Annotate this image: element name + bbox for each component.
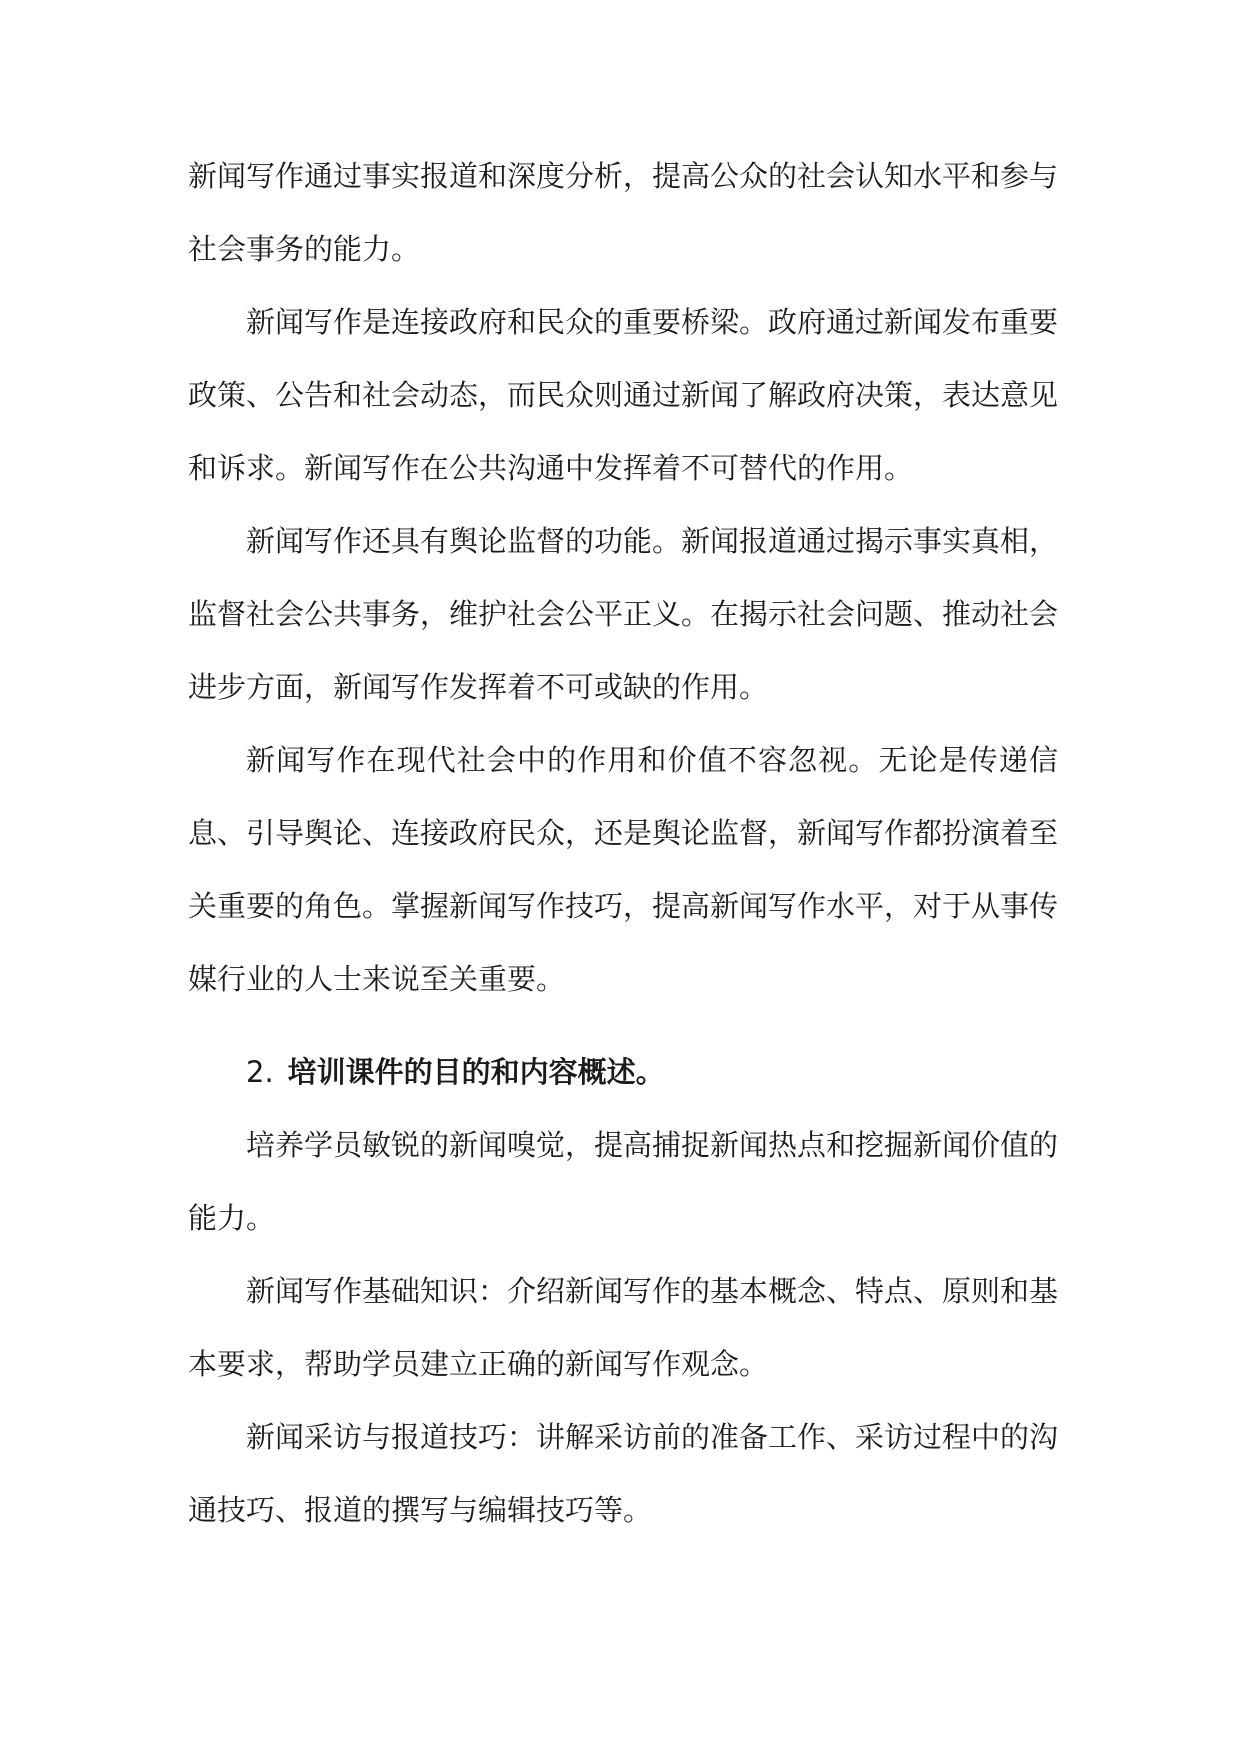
- paragraph: 新闻写作在现代社会中的作用和价值不容忽视。无论是传递信息、引导舆论、连接政府民众，还是舆论监督，新闻写作都扮演着至关重要的角色。掌握新闻写作技巧，提高新闻写作水平，对于从事传媒行业的人士来说至关重要。: [188, 743, 1059, 996]
- paragraph: 新闻写作基础知识：介绍新闻写作的基本概念、特点、原则和基本要求，帮助学员建立正确的新闻写作观念。: [188, 1274, 1059, 1381]
- paragraph-continuation: 新闻写作通过事实报道和深度分析，提高公众的社会认知水平和参与社会事务的能力。: [188, 159, 1059, 266]
- paragraph: 新闻写作还具有舆论监督的功能。新闻报道通过揭示事实真相，监督社会公共事务，维护社会公平正义。在揭示社会问题、推动社会进步方面，新闻写作发挥着不可或缺的作用。: [188, 524, 1059, 704]
- section-heading: [188, 1036, 1058, 1109]
- paragraph: 培养学员敏锐的新闻嗅觉，提高捕捉新闻热点和挖掘新闻价值的能力。: [188, 1128, 1059, 1235]
- paragraph: 新闻采访与报道技巧：讲解采访前的准备工作、采访过程中的沟通技巧、报道的撰写与编辑技巧等。: [188, 1420, 1059, 1527]
- section-title: 培训课件的目的和内容概述。: [287, 1055, 665, 1089]
- paragraph: 新闻写作是连接政府和民众的重要桥梁。政府通过新闻发布重要政策、公告和社会动态，而民众则通过新闻了解政府决策，表达意见和诉求。新闻写作在公共沟通中发挥着不可替代的作用。: [188, 305, 1059, 485]
- section-number: 2.: [246, 1055, 274, 1089]
- document-body: [188, 140, 1058, 1547]
